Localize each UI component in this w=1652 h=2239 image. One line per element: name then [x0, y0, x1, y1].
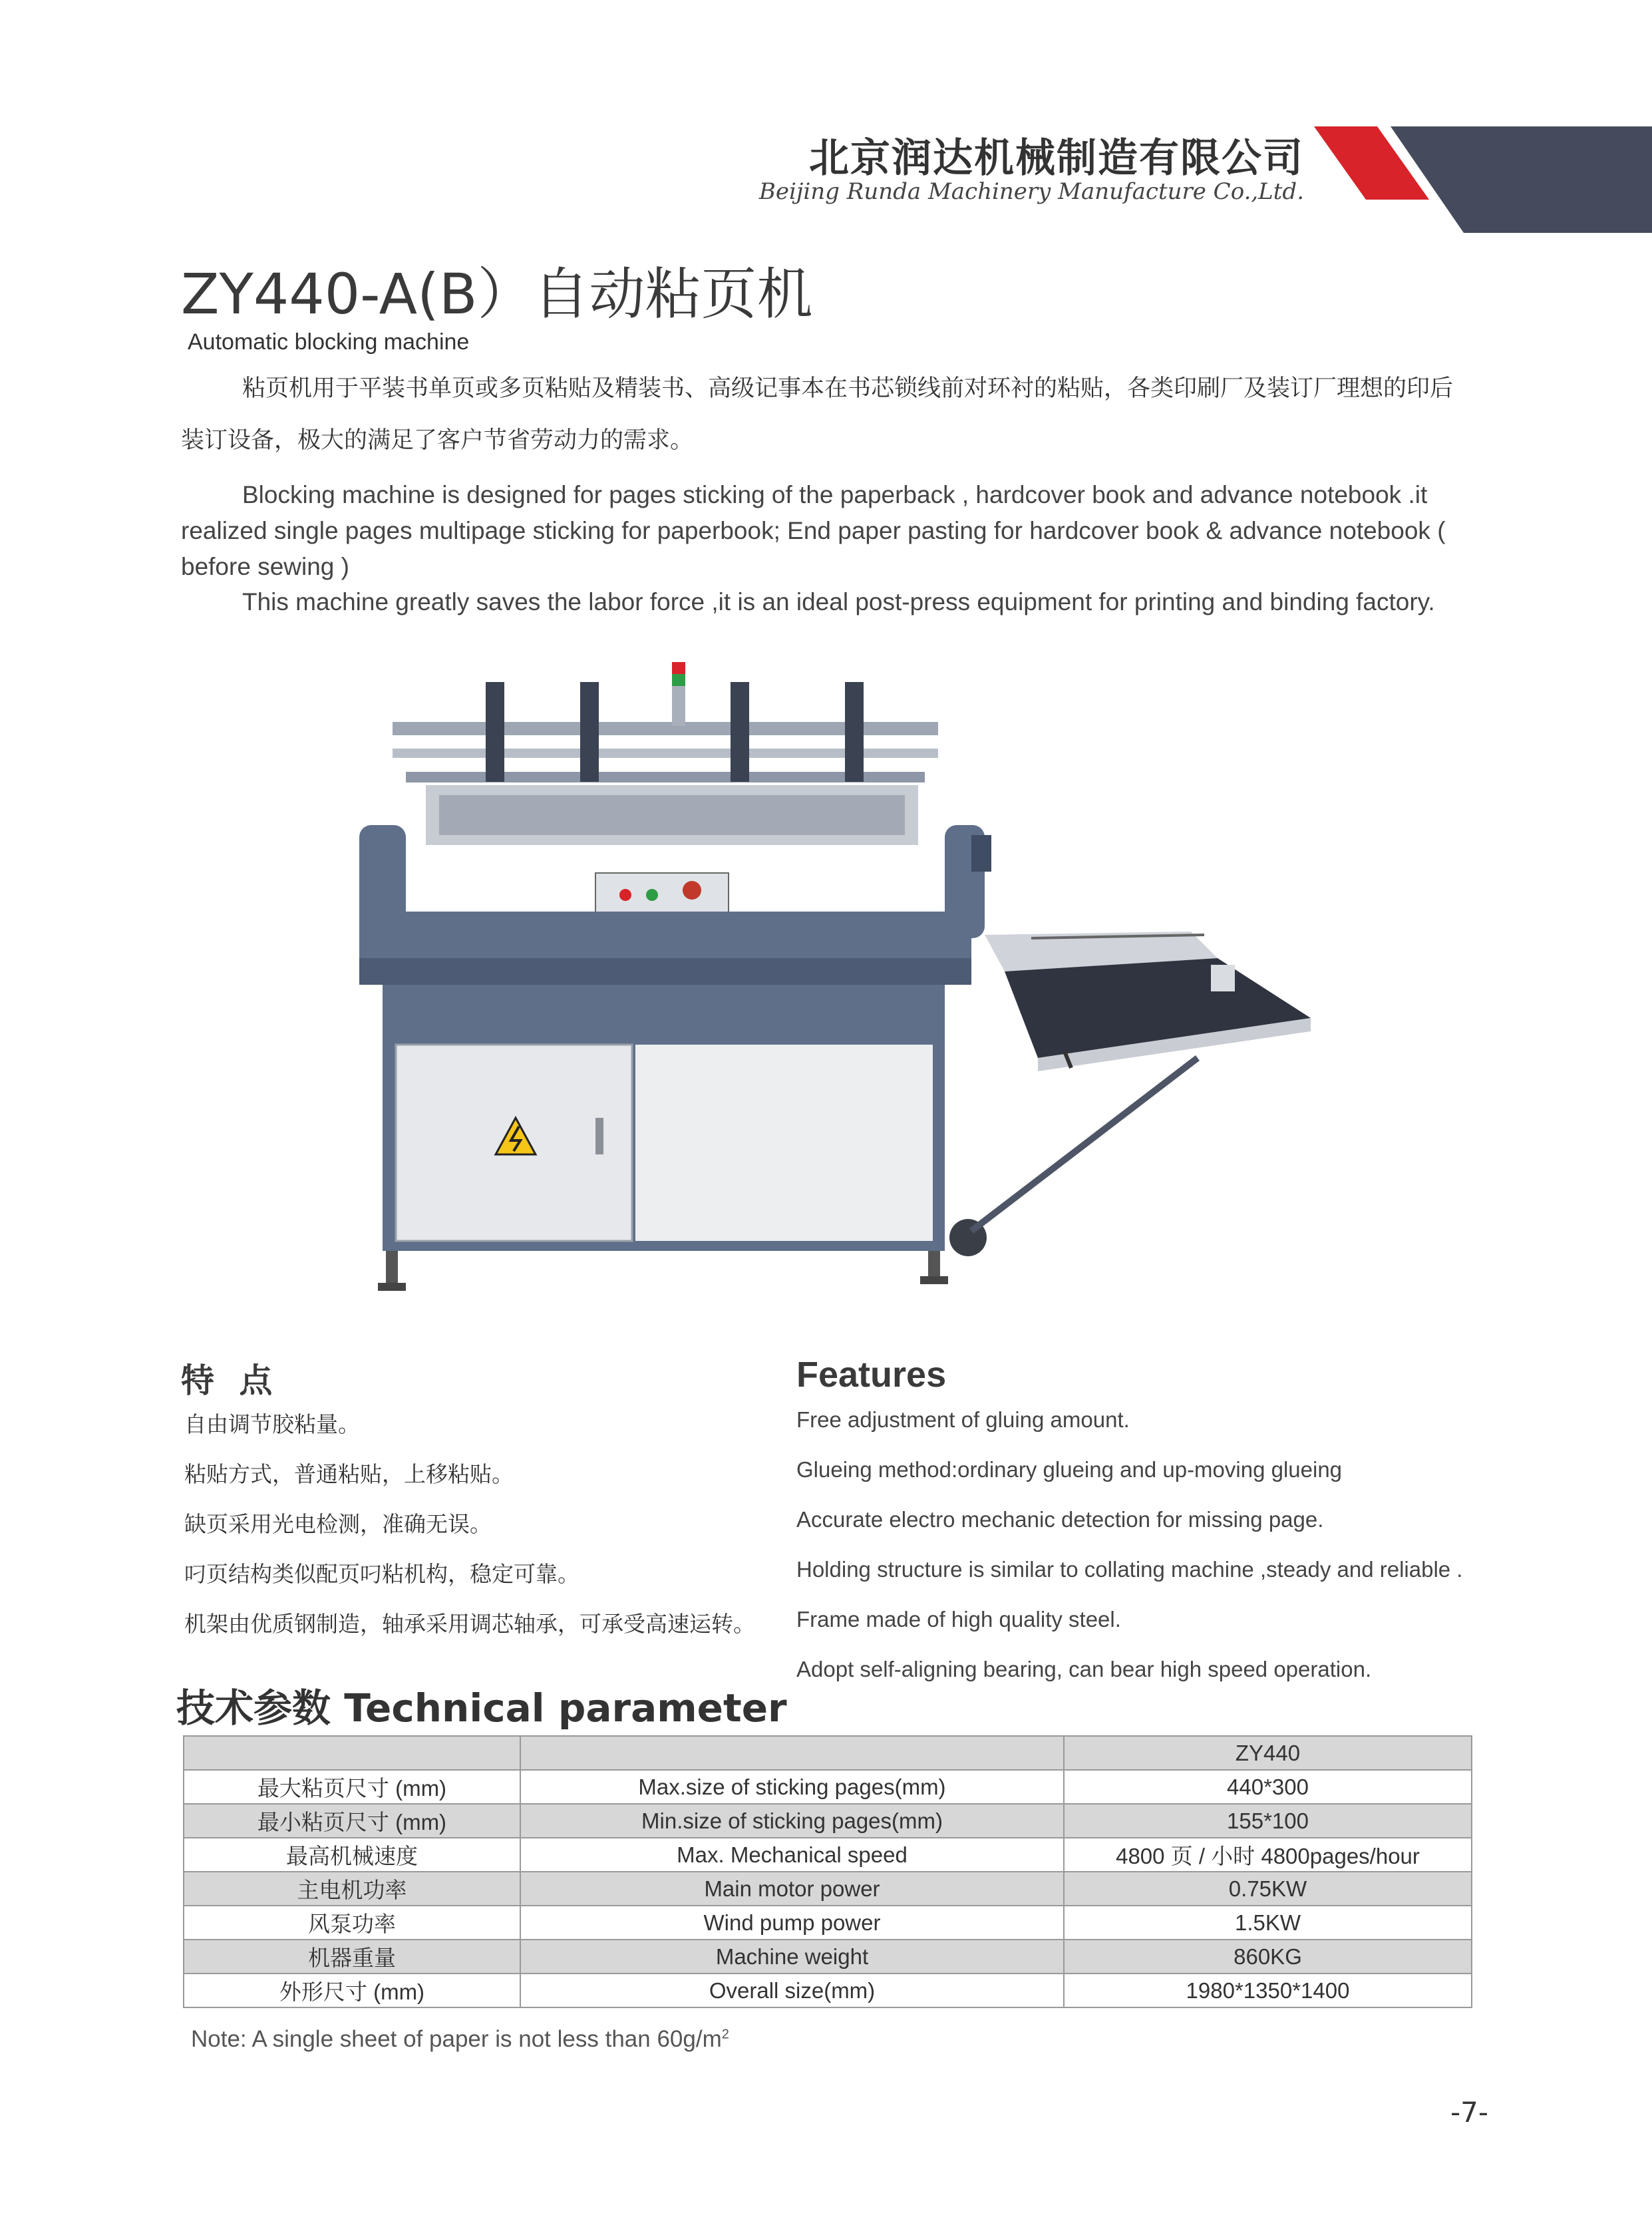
- table-cell: 0.75KW: [1064, 1872, 1472, 1906]
- feature-item-en: Free adjustment of gluing amount.: [796, 1407, 1130, 1432]
- product-subtitle: Automatic blocking machine: [188, 329, 470, 355]
- table-row: [184, 1906, 1472, 1940]
- table-cell: Max. Mechanical speed: [520, 1838, 1064, 1872]
- feature-item-cn: 缺页采用光电检测，准确无误。: [184, 1511, 492, 1537]
- note-superscript: 2: [721, 2027, 729, 2042]
- page-number: -7-: [1450, 2096, 1489, 2129]
- features-heading-en: Features: [796, 1355, 947, 1395]
- table-cell: 4800 页 / 小时 4800pages/hour: [1064, 1838, 1472, 1872]
- table-cell: 最小粘页尺寸 (mm): [184, 1804, 520, 1838]
- company-name-cn: 北京润达机械制造有限公司: [809, 135, 1304, 182]
- table-row: [184, 1974, 1472, 2007]
- features-heading-cn: 特 点: [181, 1361, 279, 1400]
- header-slate-band: [1391, 126, 1652, 233]
- table-row: [184, 1770, 1472, 1804]
- table-header-row: [184, 1736, 1472, 1770]
- table-cell: 1980*1350*1400: [1064, 1974, 1472, 2007]
- feature-item-cn: 粘贴方式，普通粘贴，上移粘贴。: [184, 1461, 514, 1487]
- table-cell: 风泵功率: [184, 1906, 520, 1940]
- table-cell: Min.size of sticking pages(mm): [520, 1804, 1064, 1838]
- tech-parameter-table: [183, 1735, 1472, 2008]
- description-cn: 粘页机用于平装书单页或多页粘贴及精装书、高级记事本在书芯锁线前对环衬的粘贴，各类印刷厂及装订厂理想的印后装订设备，极大的满足了客户节省劳动力的需求。: [181, 375, 1454, 454]
- company-name-en: Beijing Runda Machinery Manufacture Co.,Ltd.: [758, 178, 1304, 205]
- table-cell: Overall size(mm): [520, 1974, 1064, 2007]
- table-cell: 1.5KW: [1064, 1906, 1472, 1940]
- table-cell: 最高机械速度: [184, 1838, 520, 1872]
- table-cell: 机器重量: [184, 1940, 520, 1974]
- table-cell: ZY440: [1064, 1736, 1472, 1770]
- table-cell: 860KG: [1064, 1940, 1472, 1974]
- table-cell: 外形尺寸 (mm): [184, 1974, 520, 2007]
- table-cell: Wind pump power: [520, 1906, 1064, 1940]
- feature-item-en: Frame made of high quality steel.: [796, 1607, 1121, 1632]
- feature-item-cn: 自由调节胶粘量。: [184, 1411, 360, 1437]
- table-cell: [520, 1736, 1064, 1770]
- table-cell: Main motor power: [520, 1872, 1064, 1906]
- features-list-cn: [184, 1407, 770, 1657]
- table-cell: Max.size of sticking pages(mm): [520, 1770, 1064, 1804]
- table-row: [184, 1872, 1472, 1906]
- features-list-en: [796, 1407, 1528, 1707]
- table-row: [184, 1838, 1472, 1872]
- table-note: [191, 2026, 729, 2053]
- table-cell: 440*300: [1064, 1770, 1472, 1804]
- table-row: [184, 1940, 1472, 1974]
- product-title: ZY440-A(B）自动粘页机: [181, 261, 813, 327]
- table-row: [184, 1804, 1472, 1838]
- feature-item-en: Holding structure is similar to collating machine ,steady and reliable .: [796, 1557, 1463, 1582]
- table-cell: 155*100: [1064, 1804, 1472, 1838]
- feature-item-cn: 叼页结构类似配页叼粘机构，稳定可靠。: [184, 1561, 579, 1587]
- table-cell: 主电机功率: [184, 1872, 520, 1906]
- table-cell: [184, 1736, 520, 1770]
- description-en-1: Blocking machine is designed for pages sticking of the paperback , hardcover book and advance notebook .it realized single pages multipage sticking for paperbook; End paper pasting for hardcover book & advance notebook ( before sewing ): [181, 481, 1446, 580]
- feature-item-cn: 机架由优质钢制造，轴承采用调芯轴承，可承受高速运转。: [184, 1611, 755, 1637]
- feature-item-en: Accurate electro mechanic detection for missing page.: [796, 1507, 1324, 1532]
- note-text: Note: A single sheet of paper is not less than 60g/m: [191, 2026, 722, 2052]
- table-cell: Machine weight: [520, 1940, 1064, 1974]
- header-corner-graphic: [1304, 123, 1652, 236]
- feature-item-en: Adopt self-aligning bearing, can bear high speed operation.: [796, 1657, 1372, 1681]
- machine-photo: [333, 659, 1317, 1324]
- tech-parameter-heading: 技术参数 Technical parameter: [176, 1685, 787, 1731]
- feature-item-en: Glueing method:ordinary glueing and up-moving glueing: [796, 1457, 1343, 1482]
- description-en-2: This machine greatly saves the labor force ,it is an ideal post-press equipment for printing and binding factory.: [242, 588, 1435, 615]
- table-cell: 最大粘页尺寸 (mm): [184, 1770, 520, 1804]
